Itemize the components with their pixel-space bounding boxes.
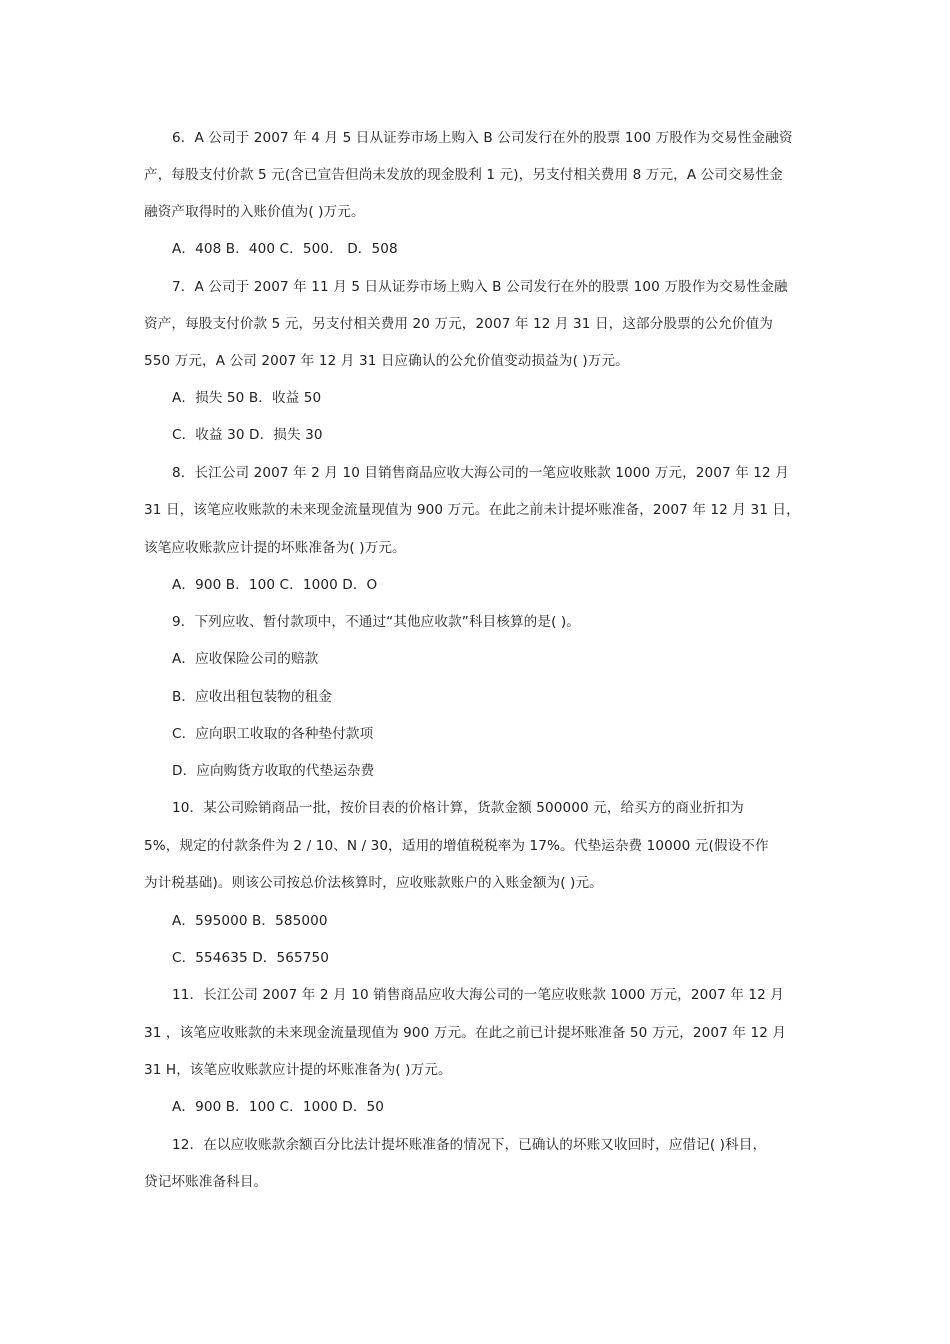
- q10-line-2: 5%，规定的付款条件为 2 / 10、N / 30，适用的增值税税率为 17%。代垫运杂费 10000 元(假设不作: [144, 838, 769, 854]
- q9-option-a: A．应收保险公司的赔款: [172, 651, 319, 667]
- q7-line-1: 7．A 公司于 2007 年 11 月 5 日从证券市场上购入 B 公司发行在外的股票 100 万股作为交易性金融: [172, 279, 788, 295]
- q6-line-1: 6．A 公司于 2007 年 4 月 5 日从证券市场上购入 B 公司发行在外的股票 100 万股作为交易性金融资: [172, 130, 793, 146]
- q10-options-cd: C．554635 D．565750: [172, 950, 329, 966]
- q6-line-3: 融资产取得时的入账价值为( )万元。: [144, 204, 365, 220]
- q11-options: A．900 B．100 C．1000 D．50: [172, 1099, 385, 1115]
- q10-line-1: 10．某公司赊销商品一批，按价目表的价格计算，货款金额 500000 元，给买方的商业折扣为: [172, 800, 744, 816]
- q11-line-2: 31 ，该笔应收账款的未来现金流量现值为 900 万元。在此之前已计提坏账准备 50 万元，2007 年 12 月: [144, 1025, 787, 1041]
- q8-line-3: 该笔应收账款应计提的坏账准备为( )万元。: [144, 540, 406, 556]
- q12-line-2: 贷记坏账准备科目。: [144, 1174, 268, 1190]
- q6-line-2: 产，每股支付价款 5 元(含已宣告但尚未发放的现金股利 1 元)，另支付相关费用 8 万元，A 公司交易性金: [144, 167, 783, 183]
- q7-options-cd: C．收益 30 D．损失 30: [172, 427, 323, 443]
- q6-options: A．408 B．400 C．500． D．508: [172, 241, 398, 257]
- q9-option-c: C．应向职工收取的各种垫付款项: [172, 726, 374, 742]
- q8-line-1: 8．长江公司 2007 年 2 月 10 目销售商品应收大海公司的一笔应收账款 1000 万元，2007 年 12 月: [172, 465, 789, 481]
- q8-line-2: 31 日，该笔应收账款的未来现金流量现值为 900 万元。在此之前未计提坏账准备，2007 年 12 月 31 日，: [144, 502, 800, 518]
- q9-option-b: B．应收出租包装物的租金: [172, 689, 333, 705]
- q8-options: A．900 B．100 C．1000 D．O: [172, 577, 378, 593]
- q9-line-1: 9．下列应收、暂付款项中，不通过“其他应收款”科目核算的是( )。: [172, 614, 580, 630]
- q11-line-1: 11．长江公司 2007 年 2 月 10 销售商品应收大海公司的一笔应收账款 1000 万元，2007 年 12 月: [172, 987, 784, 1003]
- q10-line-3: 为计税基础)。则该公司按总价法核算时，应收账款账户的入账金额为( )元。: [144, 875, 603, 891]
- q7-line-3: 550 万元，A 公司 2007 年 12 月 31 日应确认的公允价值变动损益为( )万元。: [144, 353, 629, 369]
- q12-line-1: 12．在以应收账款余额百分比法计提坏账准备的情况下，已确认的坏账又收回时，应借记( )科目，: [172, 1137, 767, 1153]
- q9-option-d: D．应向购货方收取的代垫运杂费: [172, 763, 375, 779]
- q10-options-ab: A．595000 B．585000: [172, 913, 328, 929]
- q7-options-ab: A．损失 50 B．收益 50: [172, 390, 322, 406]
- q11-line-3: 31 H，该笔应收账款应计提的坏账准备为( )万元。: [144, 1062, 452, 1078]
- q7-line-2: 资产，每股支付价款 5 元，另支付相关费用 20 万元，2007 年 12 月 31 日，这部分股票的公允价值为: [144, 316, 773, 332]
